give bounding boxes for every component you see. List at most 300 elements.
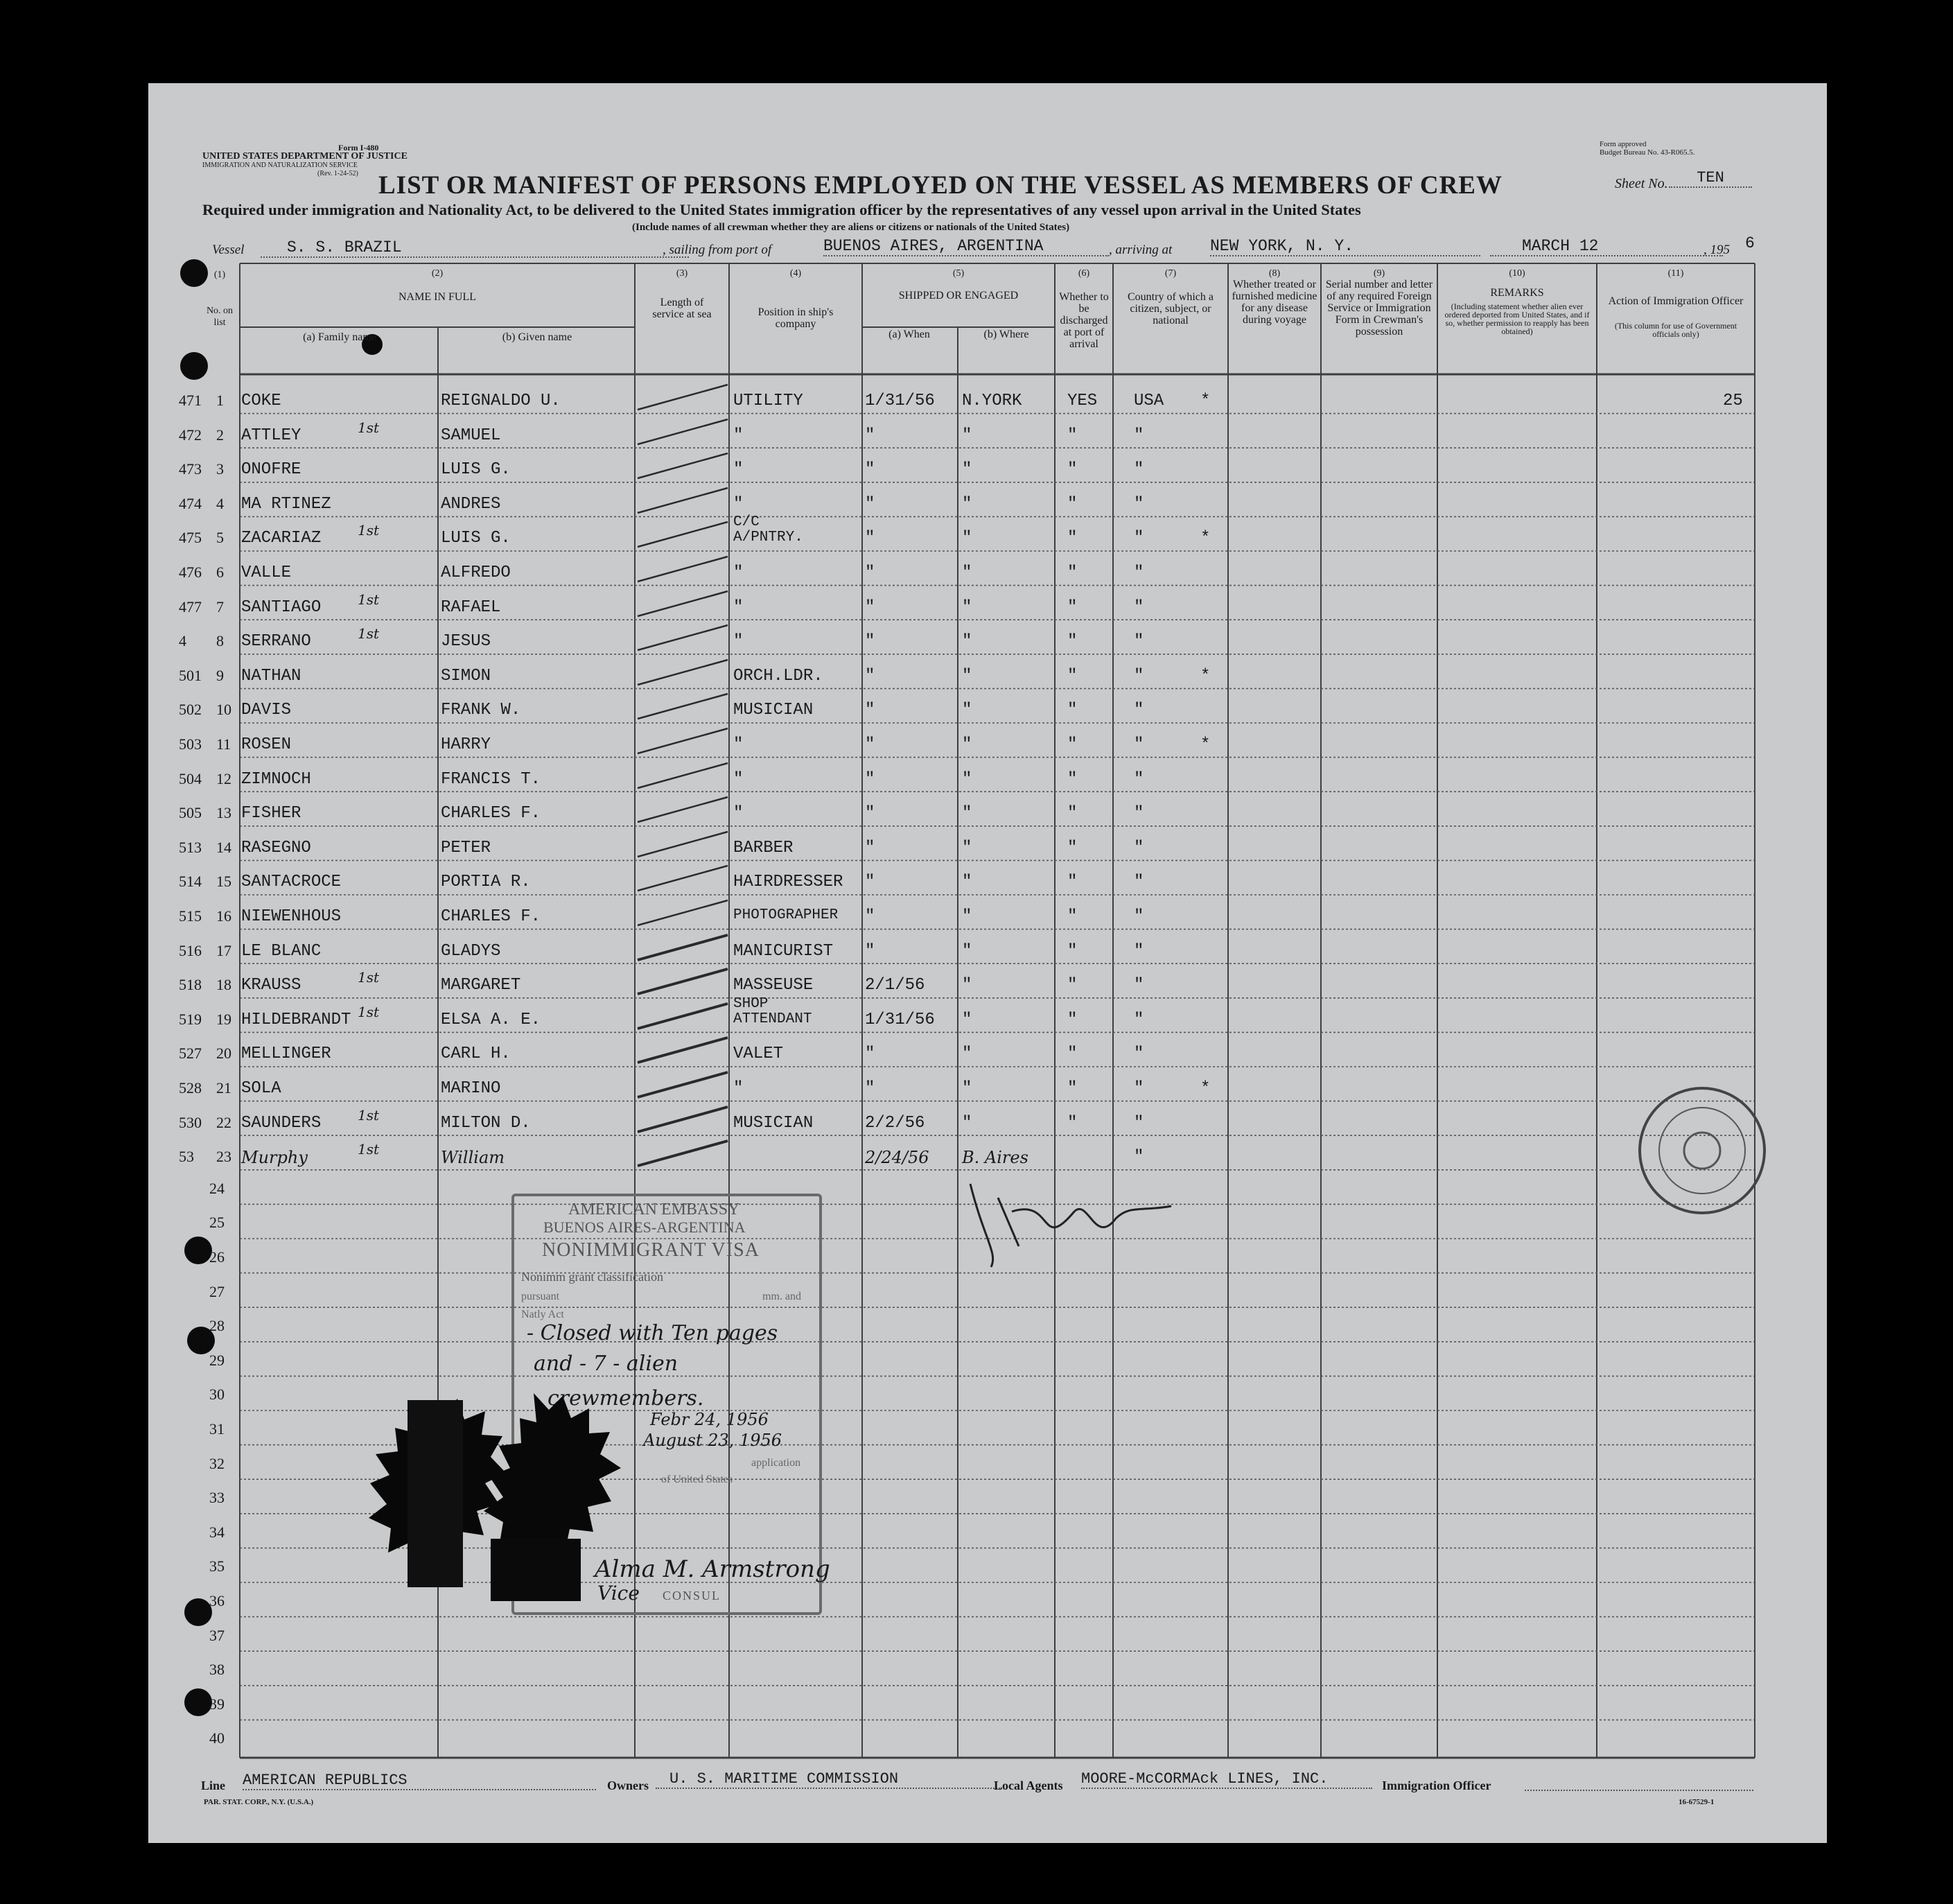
row-number: 11 bbox=[216, 735, 231, 753]
given-name: William bbox=[441, 1148, 505, 1168]
given-name: HARRY bbox=[441, 735, 491, 754]
stamp-line2: BUENOS AIRES-ARGENTINA bbox=[543, 1219, 746, 1236]
col-country-header: Country of which a citizen, subject, or national bbox=[1128, 291, 1214, 326]
ref-number: 530 bbox=[179, 1113, 202, 1131]
shipped-when: " bbox=[865, 941, 875, 961]
service-slash-mark bbox=[635, 1032, 732, 1067]
year-prefix: , 195 bbox=[1704, 243, 1730, 257]
discharge: " bbox=[1067, 804, 1078, 823]
family-name: VALLE bbox=[241, 564, 292, 582]
crew-row bbox=[0, 448, 1679, 482]
empty-row-number: 28 bbox=[209, 1317, 225, 1335]
given-name: CHARLES F. bbox=[441, 804, 541, 823]
discharge: " bbox=[1067, 941, 1078, 961]
row-number: 14 bbox=[216, 838, 231, 856]
agency-line1: UNITED STATES DEPARTMENT OF JUSTICE bbox=[202, 151, 408, 161]
empty-row-number: 39 bbox=[209, 1695, 225, 1713]
row-number: 15 bbox=[216, 873, 231, 891]
handwritten-mark: 1st bbox=[358, 969, 380, 986]
empty-row-number: 36 bbox=[209, 1592, 225, 1609]
col-serial-number: (9) bbox=[1373, 268, 1385, 279]
family-name: SOLA bbox=[241, 1079, 281, 1098]
ref-number: 514 bbox=[179, 873, 202, 891]
ref-number: 472 bbox=[179, 426, 202, 444]
discharge: " bbox=[1067, 564, 1078, 582]
row-number: 7 bbox=[216, 597, 224, 615]
agents-name: MOORE-McCORMAck LINES, INC. bbox=[1081, 1770, 1372, 1789]
stamp-line6: mm. and bbox=[762, 1291, 801, 1302]
ref-number: 4 bbox=[179, 632, 186, 650]
country: " bbox=[1134, 564, 1144, 582]
col-where-header: (b) Where bbox=[983, 329, 1029, 340]
shipped-where: " bbox=[962, 976, 972, 995]
family-name: ZACARIAZ bbox=[241, 529, 322, 548]
position: " bbox=[733, 804, 744, 823]
row-number: 8 bbox=[216, 632, 224, 650]
crew-row bbox=[0, 654, 1679, 689]
col-no-number: (1) bbox=[213, 270, 226, 280]
form-code: 16-67529-1 bbox=[1679, 1798, 1715, 1806]
handwritten-mark: 1st bbox=[358, 1003, 380, 1020]
shipped-where: N.YORK bbox=[962, 392, 1022, 410]
col-family-header: (a) Family name bbox=[303, 331, 376, 343]
crew-row bbox=[0, 414, 1679, 448]
crew-row bbox=[0, 826, 1679, 861]
col-remarks-note: (Including statement whether alien ever ordered deported from United States, and if so, whether permission to reapply has been obtained) bbox=[1444, 302, 1590, 336]
service-slash-mark bbox=[635, 792, 732, 826]
empty-row-number: 25 bbox=[209, 1214, 225, 1232]
position: C/C A/PNTRY. bbox=[733, 514, 803, 546]
empty-row-number: 38 bbox=[209, 1661, 225, 1679]
discharge: " bbox=[1067, 976, 1078, 995]
country: " bbox=[1134, 666, 1144, 685]
shipped-where: " bbox=[962, 426, 972, 445]
service-slash-mark bbox=[635, 414, 732, 448]
vice-consul: Vice bbox=[597, 1582, 640, 1605]
service-slash-mark bbox=[635, 654, 732, 689]
remark-star: * bbox=[1200, 392, 1211, 410]
given-name: LUIS G. bbox=[441, 460, 511, 480]
ref-number: 515 bbox=[179, 907, 202, 925]
shipped-where: " bbox=[962, 769, 972, 789]
handwritten-mark: 1st bbox=[358, 591, 380, 608]
embossed-seal bbox=[367, 1393, 631, 1615]
position: VALET bbox=[733, 1045, 784, 1064]
country: " bbox=[1134, 1079, 1144, 1098]
shipped-where: " bbox=[962, 460, 972, 480]
shipped-where: " bbox=[962, 735, 972, 754]
row-number: 12 bbox=[216, 769, 231, 787]
country: " bbox=[1134, 873, 1144, 892]
col-given-header: (b) Given name bbox=[502, 331, 572, 343]
consul-signature: Alma M. Armstrong bbox=[595, 1555, 830, 1583]
vessel-name: S. S. BRAZIL bbox=[261, 238, 689, 258]
crew-row bbox=[0, 688, 1679, 723]
service-slash-mark bbox=[635, 1067, 732, 1101]
position: ORCH.LDR. bbox=[733, 666, 823, 685]
handwritten-mark: 1st bbox=[358, 522, 380, 539]
discharge: " bbox=[1067, 873, 1078, 892]
arrival-date: MARCH 12 bbox=[1490, 237, 1723, 256]
ref-number: 516 bbox=[179, 941, 202, 959]
col-shipped-header: SHIPPED OR ENGAGED bbox=[898, 290, 1019, 302]
row-number: 1 bbox=[216, 392, 224, 409]
empty-row-number: 24 bbox=[209, 1179, 225, 1197]
col-action-note: (This column for use of Government officials only) bbox=[1614, 321, 1737, 339]
crew-row bbox=[0, 860, 1679, 895]
shipped-when: " bbox=[865, 907, 875, 926]
crew-row bbox=[0, 516, 1679, 551]
col-shipped-number: (5) bbox=[952, 268, 965, 279]
row-number: 13 bbox=[216, 804, 231, 822]
family-name: HILDEBRANDT bbox=[241, 1010, 351, 1029]
crew-row bbox=[0, 1135, 1679, 1170]
empty-row-number: 29 bbox=[209, 1351, 225, 1369]
approval-line1: Form approved bbox=[1600, 140, 1647, 148]
service-slash-mark bbox=[635, 448, 732, 482]
ref-number: 476 bbox=[179, 564, 202, 581]
discharge: " bbox=[1067, 701, 1078, 720]
ref-number: 527 bbox=[179, 1045, 202, 1063]
shipped-when: " bbox=[865, 838, 875, 857]
discharge: " bbox=[1067, 632, 1078, 652]
position: " bbox=[733, 735, 744, 754]
country: " bbox=[1134, 1113, 1144, 1133]
position: UTILITY bbox=[733, 392, 803, 410]
empty-row-number: 27 bbox=[209, 1282, 225, 1300]
position: " bbox=[733, 460, 744, 480]
crew-row bbox=[0, 551, 1679, 586]
position: " bbox=[733, 426, 744, 445]
shipped-where: " bbox=[962, 1079, 972, 1098]
given-name: SAMUEL bbox=[441, 426, 501, 445]
shipped-where: " bbox=[962, 907, 972, 926]
stamp-annotation2: and - 7 - alien bbox=[534, 1352, 678, 1376]
ref-number: 53 bbox=[179, 1148, 194, 1166]
discharge: " bbox=[1067, 494, 1078, 514]
col-discharge-header: Whether to be discharged at port of arrival bbox=[1059, 291, 1109, 350]
given-name: ANDRES bbox=[441, 494, 501, 514]
sheet-label: Sheet No. bbox=[1615, 176, 1668, 191]
row-number: 6 bbox=[216, 564, 224, 581]
position: MANICURIST bbox=[733, 941, 834, 961]
shipped-where: " bbox=[962, 632, 972, 652]
discharge: YES bbox=[1067, 392, 1098, 410]
discharge: " bbox=[1067, 1010, 1078, 1029]
row-number: 5 bbox=[216, 529, 224, 547]
stamp-annotation1: - Closed with Ten pages bbox=[527, 1321, 778, 1345]
ref-number: 518 bbox=[179, 976, 202, 994]
empty-row-number: 30 bbox=[209, 1386, 225, 1404]
ref-number: 502 bbox=[179, 701, 202, 719]
family-name: ATTLEY bbox=[241, 426, 301, 445]
service-slash-mark bbox=[635, 998, 732, 1033]
family-name: SERRANO bbox=[241, 632, 311, 652]
position: MASSEUSE bbox=[733, 976, 814, 995]
position: " bbox=[733, 769, 744, 789]
given-name: PORTIA R. bbox=[441, 873, 531, 892]
shipped-where: " bbox=[962, 941, 972, 961]
crew-row bbox=[0, 379, 1743, 414]
service-slash-mark bbox=[635, 895, 732, 929]
given-name: FRANK W. bbox=[441, 701, 521, 720]
family-name: Murphy bbox=[241, 1148, 308, 1168]
stamp-line3: NONIMMIGRANT VISA bbox=[542, 1239, 760, 1261]
given-name: CHARLES F. bbox=[441, 907, 541, 926]
stamp-line1: AMERICAN EMBASSY bbox=[568, 1200, 740, 1219]
country: " bbox=[1134, 941, 1144, 961]
service-slash-mark bbox=[635, 860, 732, 895]
col-when-header: (a) When bbox=[888, 329, 930, 340]
empty-row-number: 26 bbox=[209, 1248, 225, 1266]
shipped-where: " bbox=[962, 1045, 972, 1064]
family-name: ZIMNOCH bbox=[241, 769, 311, 789]
remark-star: * bbox=[1200, 735, 1211, 754]
position: " bbox=[733, 632, 744, 652]
shipped-when: 1/31/56 bbox=[865, 1010, 935, 1029]
stamp-annotation3: crewmembers. bbox=[548, 1386, 704, 1410]
stamp-annotation4: Febr 24, 1956 bbox=[650, 1410, 769, 1429]
page-title: LIST OR MANIFEST OF PERSONS EMPLOYED ON THE VESSEL AS MEMBERS OF CREW bbox=[378, 171, 1503, 200]
discharge: " bbox=[1067, 666, 1078, 685]
shipped-where: " bbox=[962, 838, 972, 857]
ref-number: 528 bbox=[179, 1079, 202, 1097]
country: " bbox=[1134, 804, 1144, 823]
given-name: JESUS bbox=[441, 632, 491, 652]
subtitle: Required under immigration and Nationality Act, to be delivered to the United States immigration officer by the representatives of any vessel upon arrival in the United States bbox=[202, 201, 1361, 218]
col-serial-header: Serial number and letter of any required Foreign Service or Immigration Form in Crewman's possession bbox=[1325, 279, 1433, 338]
row-number: 20 bbox=[216, 1045, 231, 1063]
shipped-when: " bbox=[865, 426, 875, 445]
shipped-when: " bbox=[865, 873, 875, 892]
handwritten-mark: 1st bbox=[358, 625, 380, 643]
crew-row bbox=[0, 723, 1679, 758]
stamp-annotation5: August 23, 1956 bbox=[643, 1431, 782, 1450]
remark-star: * bbox=[1200, 529, 1211, 548]
position: " bbox=[733, 494, 744, 514]
service-slash-mark bbox=[635, 1135, 732, 1170]
include-note: (Include names of all crewman whether they are aliens or citizens or nationals of the United States) bbox=[632, 222, 1070, 233]
crew-row bbox=[0, 1032, 1679, 1067]
port-name: BUENOS AIRES, ARGENTINA bbox=[823, 237, 1109, 256]
handwritten-mark: 1st bbox=[358, 1141, 380, 1158]
shipped-where: " bbox=[962, 701, 972, 720]
row-number: 16 bbox=[216, 907, 231, 925]
round-stamp bbox=[1633, 1081, 1771, 1220]
empty-row-number: 40 bbox=[209, 1729, 225, 1747]
country: " bbox=[1134, 1045, 1144, 1064]
col-remarks-header: REMARKS bbox=[1490, 287, 1544, 299]
service-slash-mark bbox=[635, 586, 732, 620]
stamp-line4: Nonimm grant classification bbox=[521, 1270, 663, 1284]
discharge: " bbox=[1067, 769, 1078, 789]
shipped-where: " bbox=[962, 666, 972, 685]
family-name: COKE bbox=[241, 392, 281, 410]
given-name: MILTON D. bbox=[441, 1113, 531, 1133]
family-name: KRAUSS bbox=[241, 976, 301, 995]
row-number: 18 bbox=[216, 976, 231, 994]
stamp-line5: pursuant bbox=[521, 1291, 560, 1302]
row-number: 22 bbox=[216, 1113, 231, 1131]
form-revision: (Rev. 1-24-52) bbox=[317, 170, 358, 177]
given-name: FRANCIS T. bbox=[441, 769, 541, 789]
col-position-header: Position in ship's company bbox=[757, 306, 834, 330]
country: " bbox=[1134, 769, 1144, 789]
family-name: LE BLANC bbox=[241, 941, 322, 961]
discharge: " bbox=[1067, 735, 1078, 754]
family-name: SANTIAGO bbox=[241, 597, 322, 617]
row-number: 4 bbox=[216, 494, 224, 512]
form-number: Form I-480 bbox=[338, 143, 379, 152]
discharge: " bbox=[1067, 1045, 1078, 1064]
shipped-when: 2/1/56 bbox=[865, 976, 925, 995]
empty-row-number: 33 bbox=[209, 1489, 225, 1507]
row-number: 21 bbox=[216, 1079, 231, 1097]
country: " bbox=[1134, 701, 1144, 720]
crew-row bbox=[0, 1067, 1679, 1101]
given-name: REIGNALDO U. bbox=[441, 392, 561, 410]
empty-row-number: 37 bbox=[209, 1626, 225, 1644]
ref-number: 475 bbox=[179, 529, 202, 547]
crew-row bbox=[0, 929, 1679, 964]
country: " bbox=[1134, 632, 1144, 652]
row-number: 10 bbox=[216, 701, 231, 719]
country: " bbox=[1134, 529, 1144, 548]
position: HAIRDRESSER bbox=[733, 873, 843, 892]
discharge: " bbox=[1067, 597, 1078, 617]
officer-signature bbox=[956, 1170, 1178, 1274]
discharge: " bbox=[1067, 1113, 1078, 1133]
ref-number: 501 bbox=[179, 666, 202, 684]
crew-row bbox=[0, 586, 1679, 620]
discharge: " bbox=[1067, 426, 1078, 445]
stamp-line7: Natly Act bbox=[521, 1309, 564, 1320]
service-slash-mark bbox=[635, 379, 732, 414]
country: " bbox=[1134, 494, 1144, 514]
country: " bbox=[1134, 976, 1144, 995]
family-name: SANTACROCE bbox=[241, 873, 342, 892]
family-name: ROSEN bbox=[241, 735, 292, 754]
owners-label: Owners bbox=[607, 1779, 649, 1792]
col-name-number: (2) bbox=[431, 268, 444, 279]
agency-line2: IMMIGRATION AND NATURALIZATION SERVICE bbox=[202, 161, 358, 169]
family-name: NIEWENHOUS bbox=[241, 907, 342, 926]
position: PHOTOGRAPHER bbox=[733, 907, 839, 923]
given-name: RAFAEL bbox=[441, 597, 501, 617]
family-name: DAVIS bbox=[241, 701, 292, 720]
stamp-line9: of United States bbox=[661, 1474, 733, 1485]
family-name: RASEGNO bbox=[241, 838, 311, 857]
col-no-header: No. on list bbox=[206, 306, 234, 328]
printer-line: PAR. STAT. CORP., N.Y. (U.S.A.) bbox=[204, 1798, 314, 1806]
col-service-header: Length of service at sea bbox=[652, 297, 712, 320]
shipped-where: " bbox=[962, 1113, 972, 1133]
country: " bbox=[1134, 1148, 1144, 1167]
shipped-when: 2/24/56 bbox=[865, 1148, 929, 1168]
officer-action: 25 bbox=[1723, 392, 1743, 410]
col-position-number: (4) bbox=[789, 268, 802, 279]
shipped-where: " bbox=[962, 873, 972, 892]
given-name: ELSA A. E. bbox=[441, 1010, 541, 1029]
row-number: 17 bbox=[216, 941, 231, 959]
col-remarks-number: (10) bbox=[1509, 268, 1525, 279]
handwritten-mark: 1st bbox=[358, 1106, 380, 1124]
shipped-where: " bbox=[962, 1010, 972, 1029]
family-name: FISHER bbox=[241, 804, 301, 823]
arriving-label: , arriving at bbox=[1109, 243, 1173, 257]
row-number: 23 bbox=[216, 1148, 231, 1166]
position: MUSICIAN bbox=[733, 1113, 814, 1133]
shipped-when: " bbox=[865, 564, 875, 582]
crew-row bbox=[0, 1101, 1679, 1136]
shipped-where: " bbox=[962, 597, 972, 617]
col-country-number: (7) bbox=[1164, 268, 1177, 279]
country: USA bbox=[1134, 392, 1164, 410]
service-slash-mark bbox=[635, 516, 732, 551]
service-slash-mark bbox=[635, 688, 732, 723]
shipped-when: " bbox=[865, 701, 875, 720]
col-name-header: NAME IN FULL bbox=[399, 291, 476, 303]
service-slash-mark bbox=[635, 929, 732, 964]
given-name: SIMON bbox=[441, 666, 491, 685]
crew-row bbox=[0, 963, 1679, 998]
discharge: " bbox=[1067, 460, 1078, 480]
family-name: ONOFRE bbox=[241, 460, 301, 480]
ref-number: 505 bbox=[179, 804, 202, 822]
officer-signature-line bbox=[1525, 1790, 1753, 1791]
ref-number: 473 bbox=[179, 460, 202, 478]
shipped-when: " bbox=[865, 1045, 875, 1064]
col-action-header: Action of Immigration Officer bbox=[1608, 295, 1744, 307]
empty-row-number: 31 bbox=[209, 1420, 225, 1438]
given-name: PETER bbox=[441, 838, 491, 857]
shipped-when: " bbox=[865, 632, 875, 652]
shipped-when: " bbox=[865, 494, 875, 514]
country: " bbox=[1134, 735, 1144, 754]
approval-line2: Budget Bureau No. 43-R065.5. bbox=[1600, 148, 1695, 157]
row-number: 3 bbox=[216, 460, 224, 478]
port-label: , sailing from port of bbox=[663, 243, 772, 257]
given-name: MARGARET bbox=[441, 976, 521, 995]
remark-star: * bbox=[1200, 666, 1211, 685]
position: " bbox=[733, 1079, 744, 1098]
country: " bbox=[1134, 597, 1144, 617]
service-slash-mark bbox=[635, 482, 732, 517]
service-slash-mark bbox=[635, 620, 732, 654]
shipped-when: " bbox=[865, 666, 875, 685]
shipped-where: " bbox=[962, 494, 972, 514]
col-action-number: (11) bbox=[1667, 268, 1684, 279]
shipped-where: " bbox=[962, 564, 972, 582]
line-label: Line bbox=[201, 1779, 226, 1792]
shipped-where: " bbox=[962, 804, 972, 823]
stamp-line10: CONSUL bbox=[663, 1589, 721, 1602]
ref-number: 474 bbox=[179, 494, 202, 512]
shipped-when: " bbox=[865, 769, 875, 789]
position: MUSICIAN bbox=[733, 701, 814, 720]
col-medical-header: Whether treated or furnished medicine for any disease during voyage bbox=[1232, 279, 1317, 326]
family-name: NATHAN bbox=[241, 666, 301, 685]
country: " bbox=[1134, 1010, 1144, 1029]
shipped-where: B. Aires bbox=[962, 1148, 1028, 1168]
discharge: " bbox=[1067, 907, 1078, 926]
vessel-label: Vessel bbox=[212, 243, 245, 257]
given-name: LUIS G. bbox=[441, 529, 511, 548]
country: " bbox=[1134, 907, 1144, 926]
shipped-when: " bbox=[865, 1079, 875, 1098]
shipped-when: " bbox=[865, 529, 875, 548]
given-name: MARINO bbox=[441, 1079, 501, 1098]
